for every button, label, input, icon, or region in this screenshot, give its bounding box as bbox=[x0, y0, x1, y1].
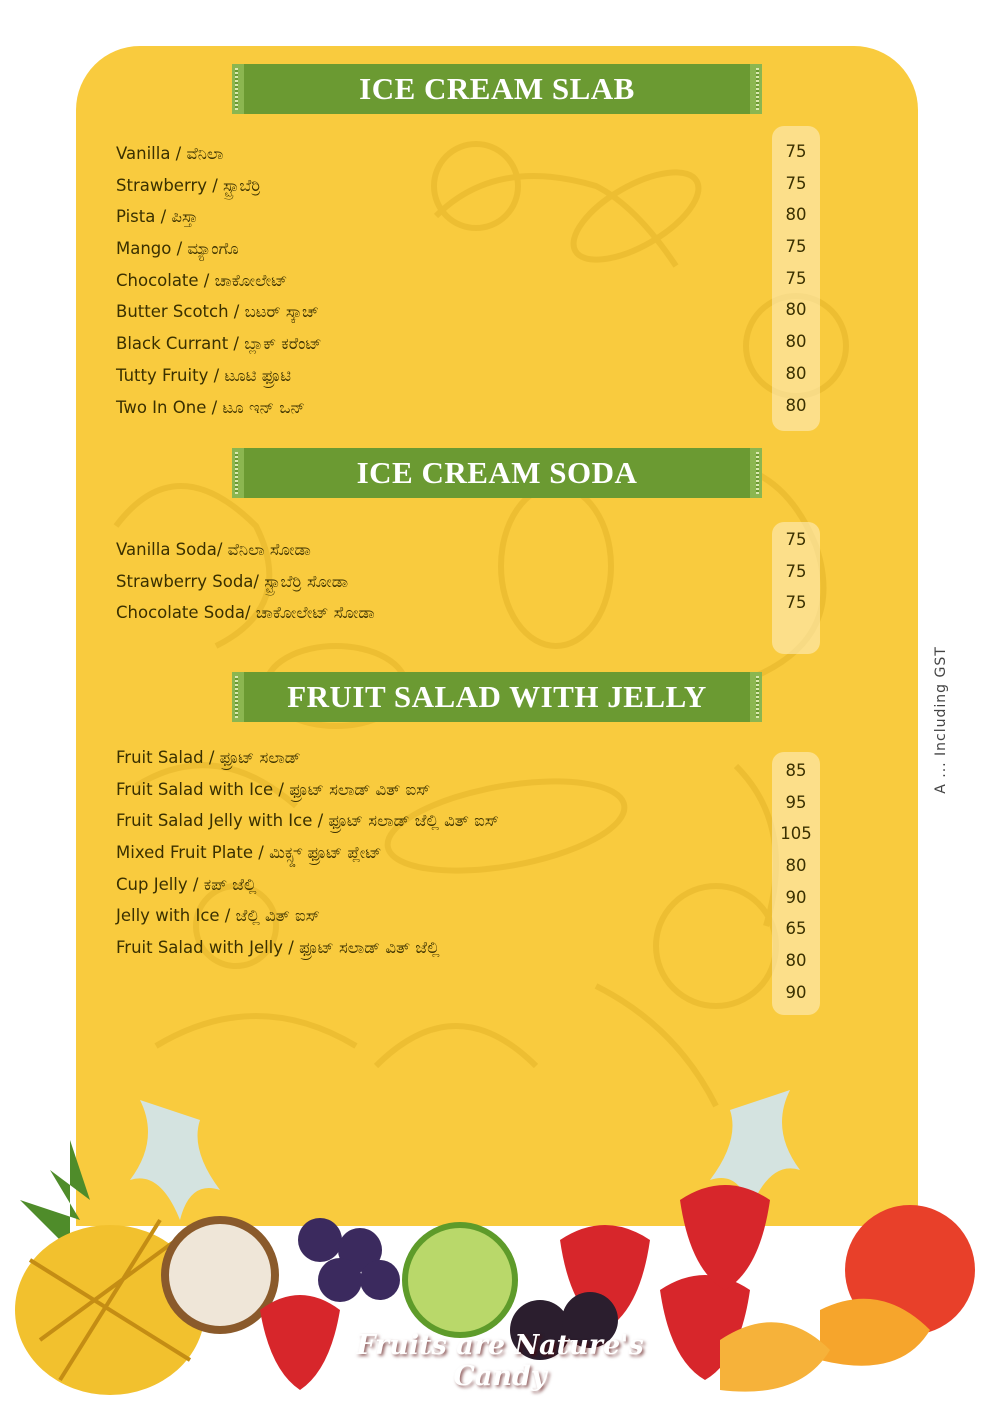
menu-item: Black Currant / ಬ್ಲಾಕ್ ಕರೆಂಟ್ bbox=[116, 334, 322, 354]
item-price: 80 bbox=[785, 205, 807, 225]
item-price: 80 bbox=[785, 856, 807, 876]
item-price: 95 bbox=[785, 792, 807, 812]
item-price: 85 bbox=[785, 761, 807, 780]
price-column-ice-cream-soda bbox=[772, 522, 820, 654]
menu-item: Mixed Fruit Plate / ಮಿಕ್ಸ್ಡ್ ಫ್ರೂಟ್ ಪ್ಲೇಟ್ bbox=[116, 843, 382, 863]
item-list-ice-cream-soda bbox=[116, 534, 375, 629]
grapes bbox=[298, 1218, 400, 1302]
menu-item: Butter Scotch / ಬಟರ್ ಸ್ಕಾಚ್ bbox=[116, 302, 319, 322]
menu-item: Tutty Fruity / ಟೂಟಿ ಫ್ರೂಟಿ bbox=[116, 365, 291, 385]
menu-item: Vanilla Soda/ ವೆನಿಲಾ ಸೋಡಾ bbox=[116, 540, 311, 559]
item-price: 80 bbox=[785, 300, 807, 320]
gst-note-text: A ... Including GST bbox=[933, 646, 949, 794]
menu-item: Fruit Salad with Ice / ಫ್ರೂಟ್ ಸಲಾಡ್ ವಿತ್ ಐಸ್ bbox=[116, 779, 431, 799]
section-title: ICE CREAM SLAB bbox=[359, 71, 635, 106]
menu-item: Cup Jelly / ಕಪ್ ಜೆಲ್ಲಿ bbox=[116, 874, 257, 894]
item-price: 75 bbox=[785, 593, 807, 613]
item-price: 90 bbox=[785, 887, 807, 907]
menu-item: Fruit Salad with Jelly / ಫ್ರೂಟ್ ಸಲಾಡ್ ವಿತ್ ಜೆಲ್ಲಿ bbox=[116, 938, 440, 958]
tagline: Fruits are Nature's Candy bbox=[356, 1330, 644, 1392]
menu-item: Two In One / ಟೂ ಇನ್ ಒನ್ bbox=[116, 397, 306, 417]
item-list-ice-cream-slab bbox=[116, 138, 322, 423]
menu-item: Chocolate / ಚಾಕೋಲೇಟ್ bbox=[116, 270, 288, 290]
item-price: 80 bbox=[785, 332, 807, 352]
item-price: 75 bbox=[785, 237, 807, 257]
menu-item: Fruit Salad / ಫ್ರೂಟ್ ಸಲಾಡ್ bbox=[116, 748, 301, 767]
item-price: 105 bbox=[780, 824, 812, 844]
menu-item: Pista / ಪಿಸ್ತಾ bbox=[116, 207, 198, 227]
section-header-ice-cream-soda bbox=[232, 448, 762, 498]
section-header-ice-cream-slab bbox=[232, 64, 762, 114]
gst-side-note bbox=[926, 590, 956, 850]
menu-item: Strawberry / ಸ್ಟ್ರಾಬೆರ್ರಿ bbox=[116, 175, 261, 195]
menu-item: Jelly with Ice / ಜೆಲ್ಲಿ ವಿತ್ ಐಸ್ bbox=[116, 906, 320, 926]
menu-item: Chocolate Soda/ ಚಾಕೋಲೇಟ್ ಸೋಡಾ bbox=[116, 603, 375, 623]
menu-item: Strawberry Soda/ ಸ್ಟ್ರಾಬೆರ್ರಿ ಸೋಡಾ bbox=[116, 571, 349, 591]
item-price: 90 bbox=[785, 982, 807, 1002]
water-splash-left bbox=[130, 1100, 220, 1220]
item-list-fruit-salad bbox=[116, 742, 499, 964]
menu-item: Mango / ಮ್ಯಾಂಗೊ bbox=[116, 239, 239, 259]
item-price: 80 bbox=[785, 951, 807, 971]
menu-item: Vanilla / ವೆನಿಲಾ bbox=[116, 144, 224, 163]
coconut bbox=[165, 1220, 275, 1330]
price-column-fruit-salad bbox=[772, 752, 820, 1015]
item-price: 75 bbox=[785, 142, 807, 161]
item-price: 75 bbox=[785, 268, 807, 288]
item-price: 75 bbox=[785, 561, 807, 581]
item-price: 80 bbox=[785, 363, 807, 383]
item-price: 75 bbox=[785, 173, 807, 193]
lime bbox=[405, 1225, 515, 1335]
section-title: ICE CREAM SODA bbox=[356, 455, 638, 490]
item-price: 65 bbox=[785, 919, 807, 939]
item-price: 80 bbox=[785, 395, 807, 415]
price-column-ice-cream-slab bbox=[772, 126, 820, 431]
section-title: FRUIT SALAD WITH JELLY bbox=[287, 679, 707, 714]
section-header-fruit-salad bbox=[232, 672, 762, 722]
menu-item: Fruit Salad Jelly with Ice / ಫ್ರೂಟ್ ಸಲಾಡ್ ಜೆಲ್ಲಿ ವಿತ್ ಐಸ್ bbox=[116, 811, 499, 831]
item-price: 75 bbox=[785, 530, 807, 549]
